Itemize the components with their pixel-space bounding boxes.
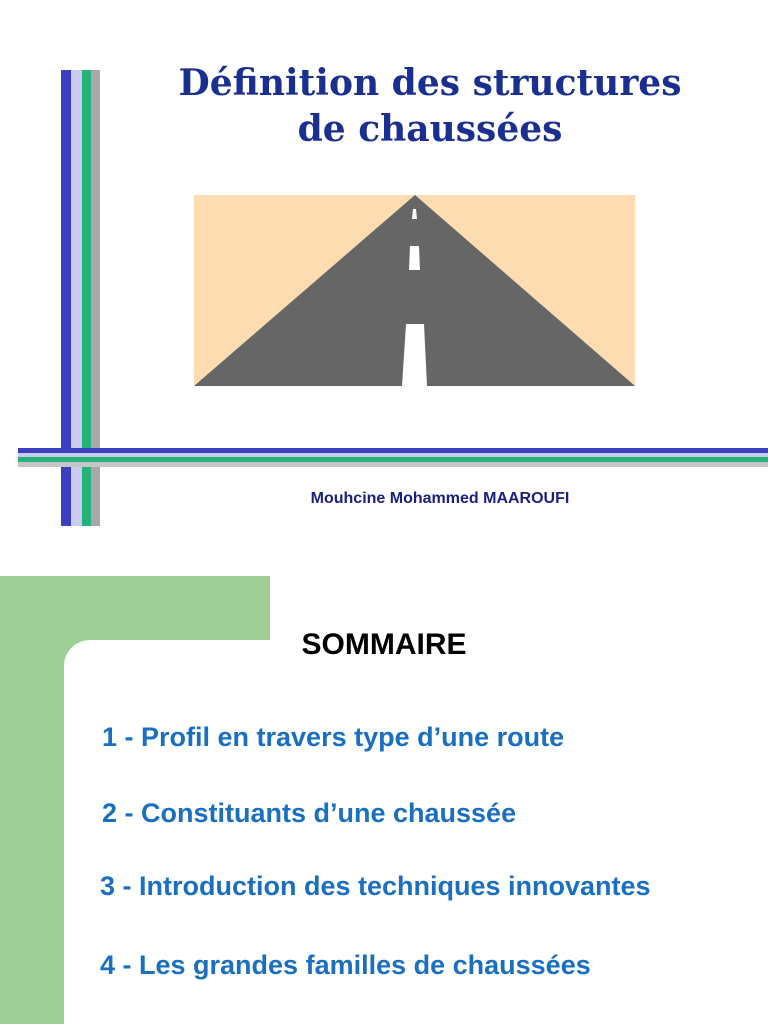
road-marking-mid: [409, 246, 420, 270]
horizontal-bar-gray: [18, 462, 768, 467]
author-name: Mouhcine Mohammed MAAROUFI: [310, 490, 570, 507]
title-line-2: de chaussées: [297, 108, 563, 150]
road-illustration: [194, 195, 635, 386]
toc-item-4: 4 - Les grandes familles de chaussées: [100, 950, 591, 980]
summary-heading: SOMMAIRE: [301, 628, 467, 661]
toc-item-3: 3 - Introduction des techniques innovantes: [100, 871, 651, 901]
title-line-1: Définition des structures: [178, 62, 682, 104]
summary-slide: [0, 576, 768, 1024]
toc-item-1: 1 - Profil en travers type d’une route: [102, 722, 565, 752]
toc-item-2: 2 - Constituants d’une chaussée: [102, 798, 517, 828]
slide-title: [110, 60, 750, 152]
road-marking-near: [402, 324, 427, 386]
